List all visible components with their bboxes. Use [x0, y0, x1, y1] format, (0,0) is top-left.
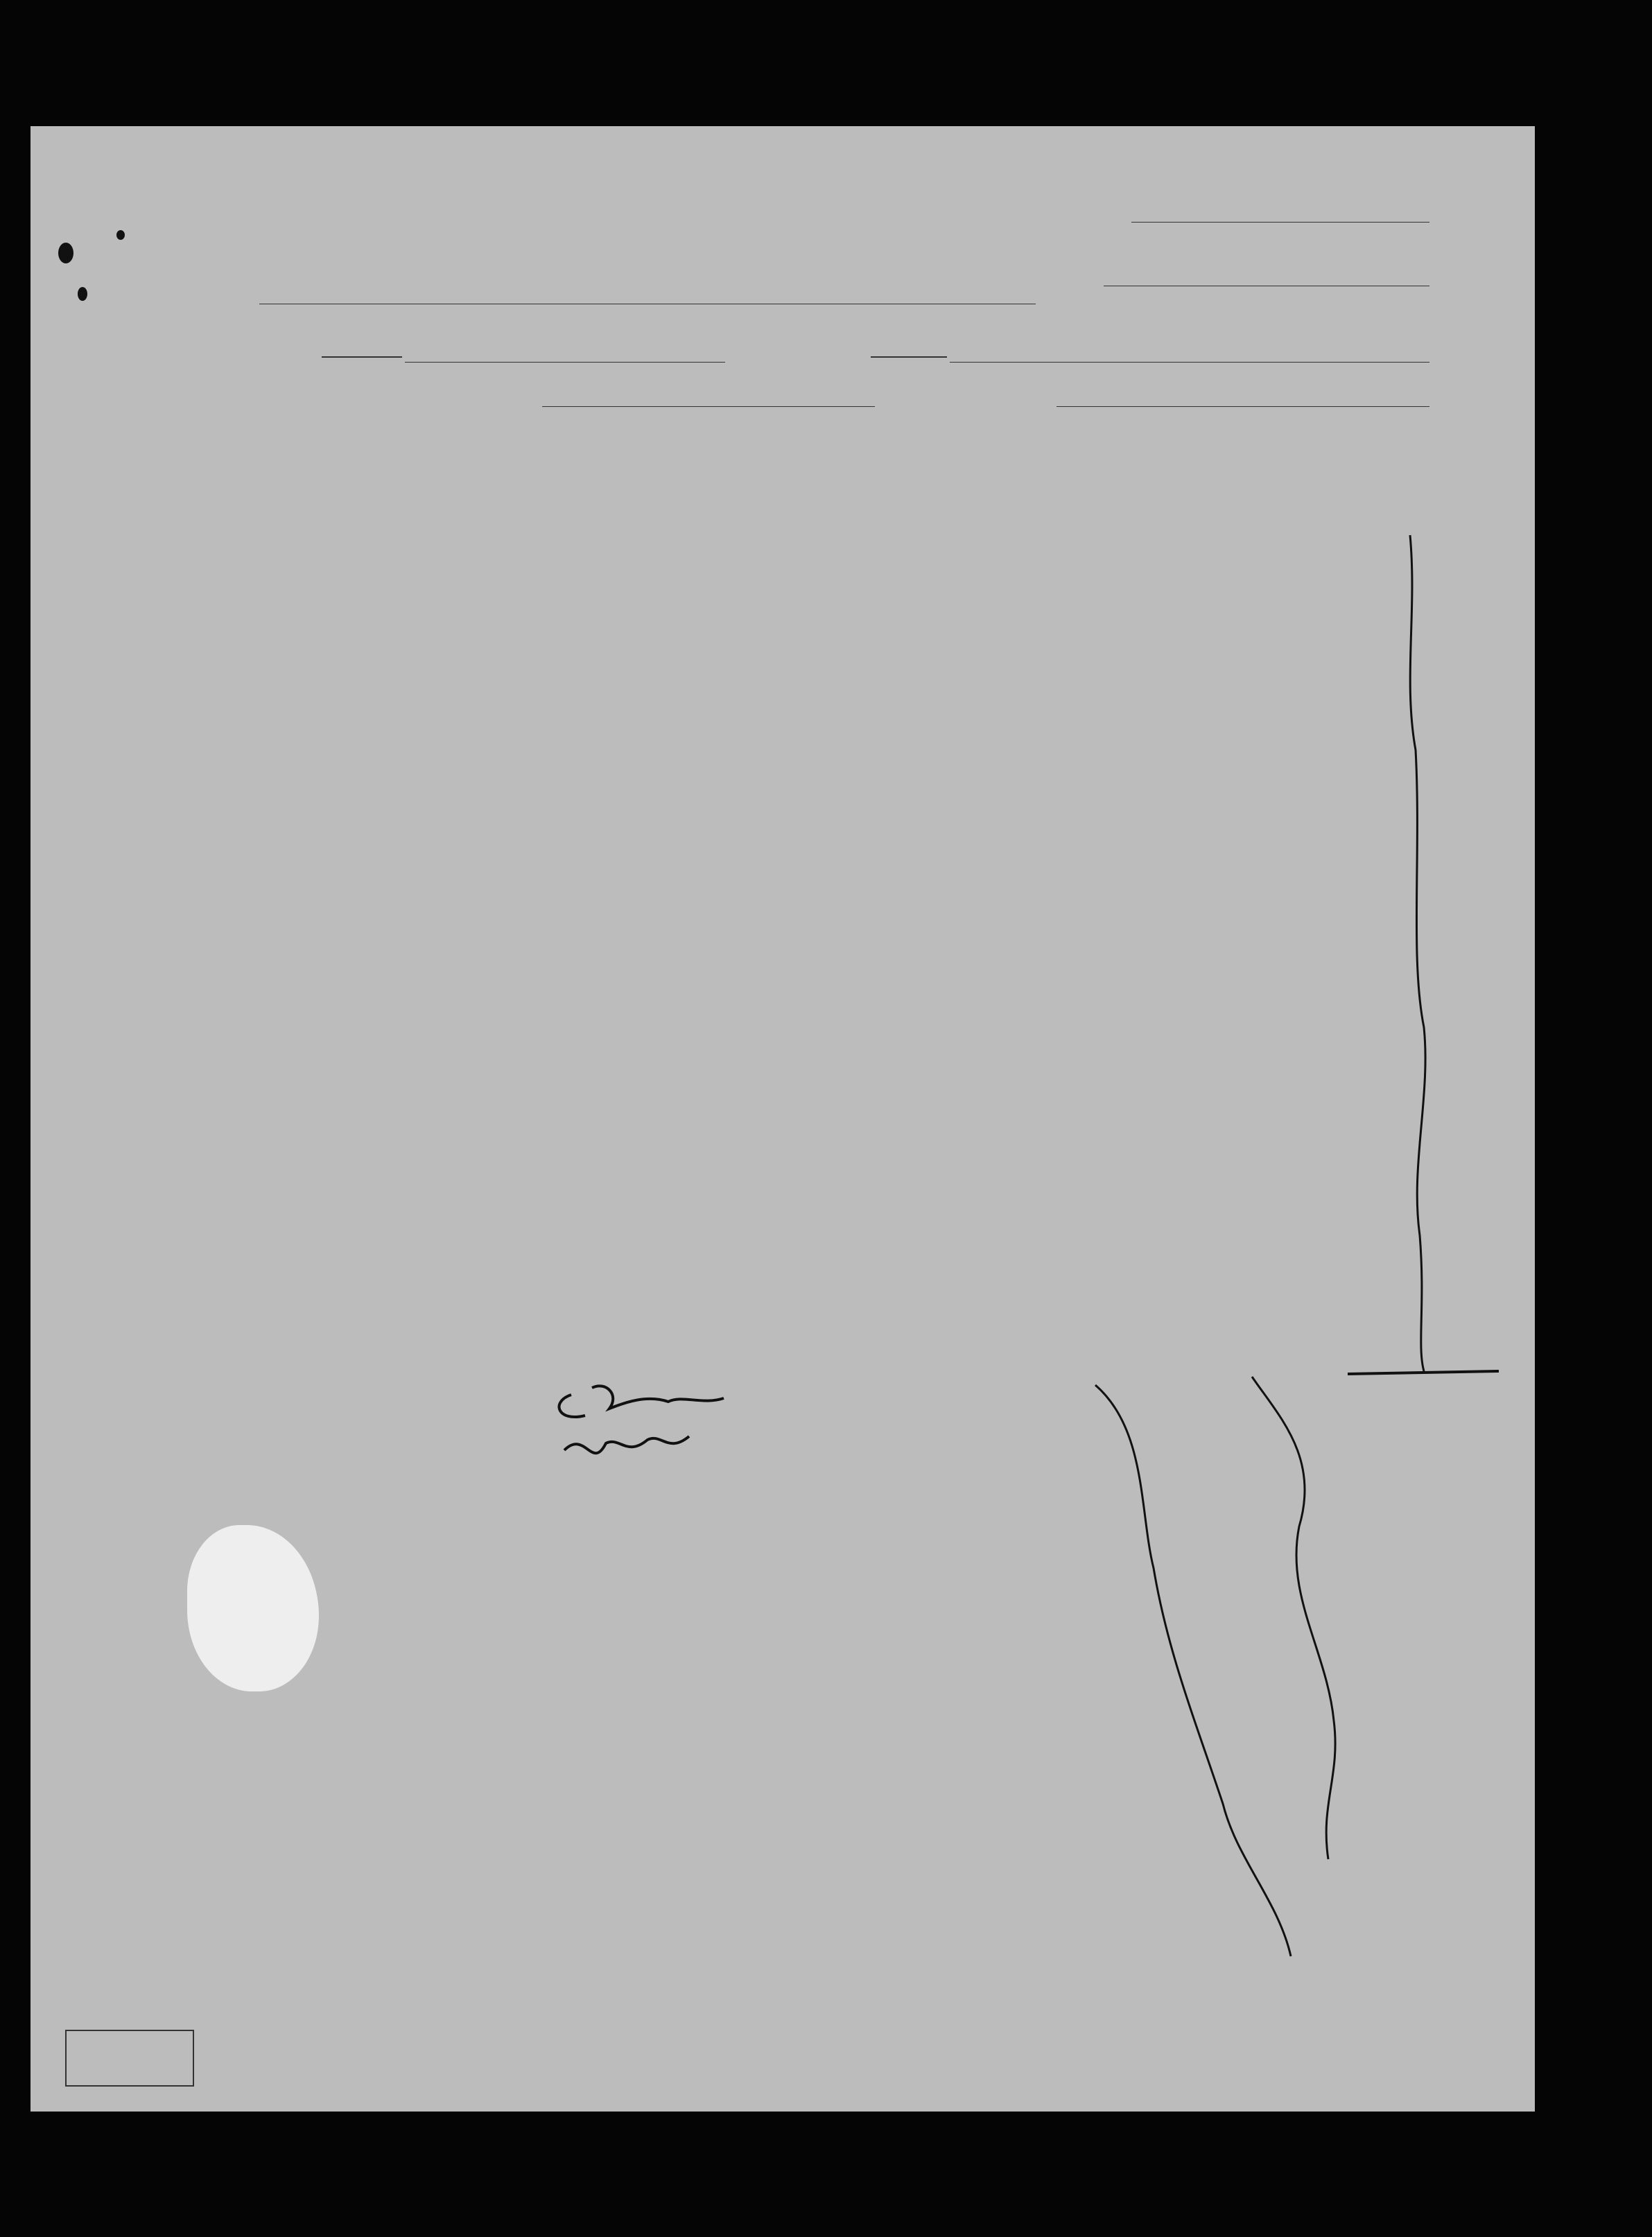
agency-block	[79, 162, 329, 166]
ink-blot	[78, 287, 87, 301]
ink-blot	[58, 243, 73, 263]
official-signature	[544, 1374, 751, 1485]
strikeout	[322, 356, 402, 358]
ink-blot	[116, 230, 125, 240]
col2-header	[684, 427, 826, 435]
office-stamp	[765, 1367, 1029, 1385]
handwritten-strokes	[31, 126, 1535, 2112]
col5-header	[1375, 427, 1514, 434]
col1-header	[173, 427, 684, 435]
strikeout	[871, 356, 947, 358]
crew-list-form	[31, 126, 1535, 2112]
col4-header	[1081, 427, 1375, 435]
stamp-line	[765, 1362, 1029, 1371]
paper-blotch	[187, 1525, 319, 1691]
total-box	[65, 2030, 194, 2087]
col3-header	[826, 427, 1081, 435]
